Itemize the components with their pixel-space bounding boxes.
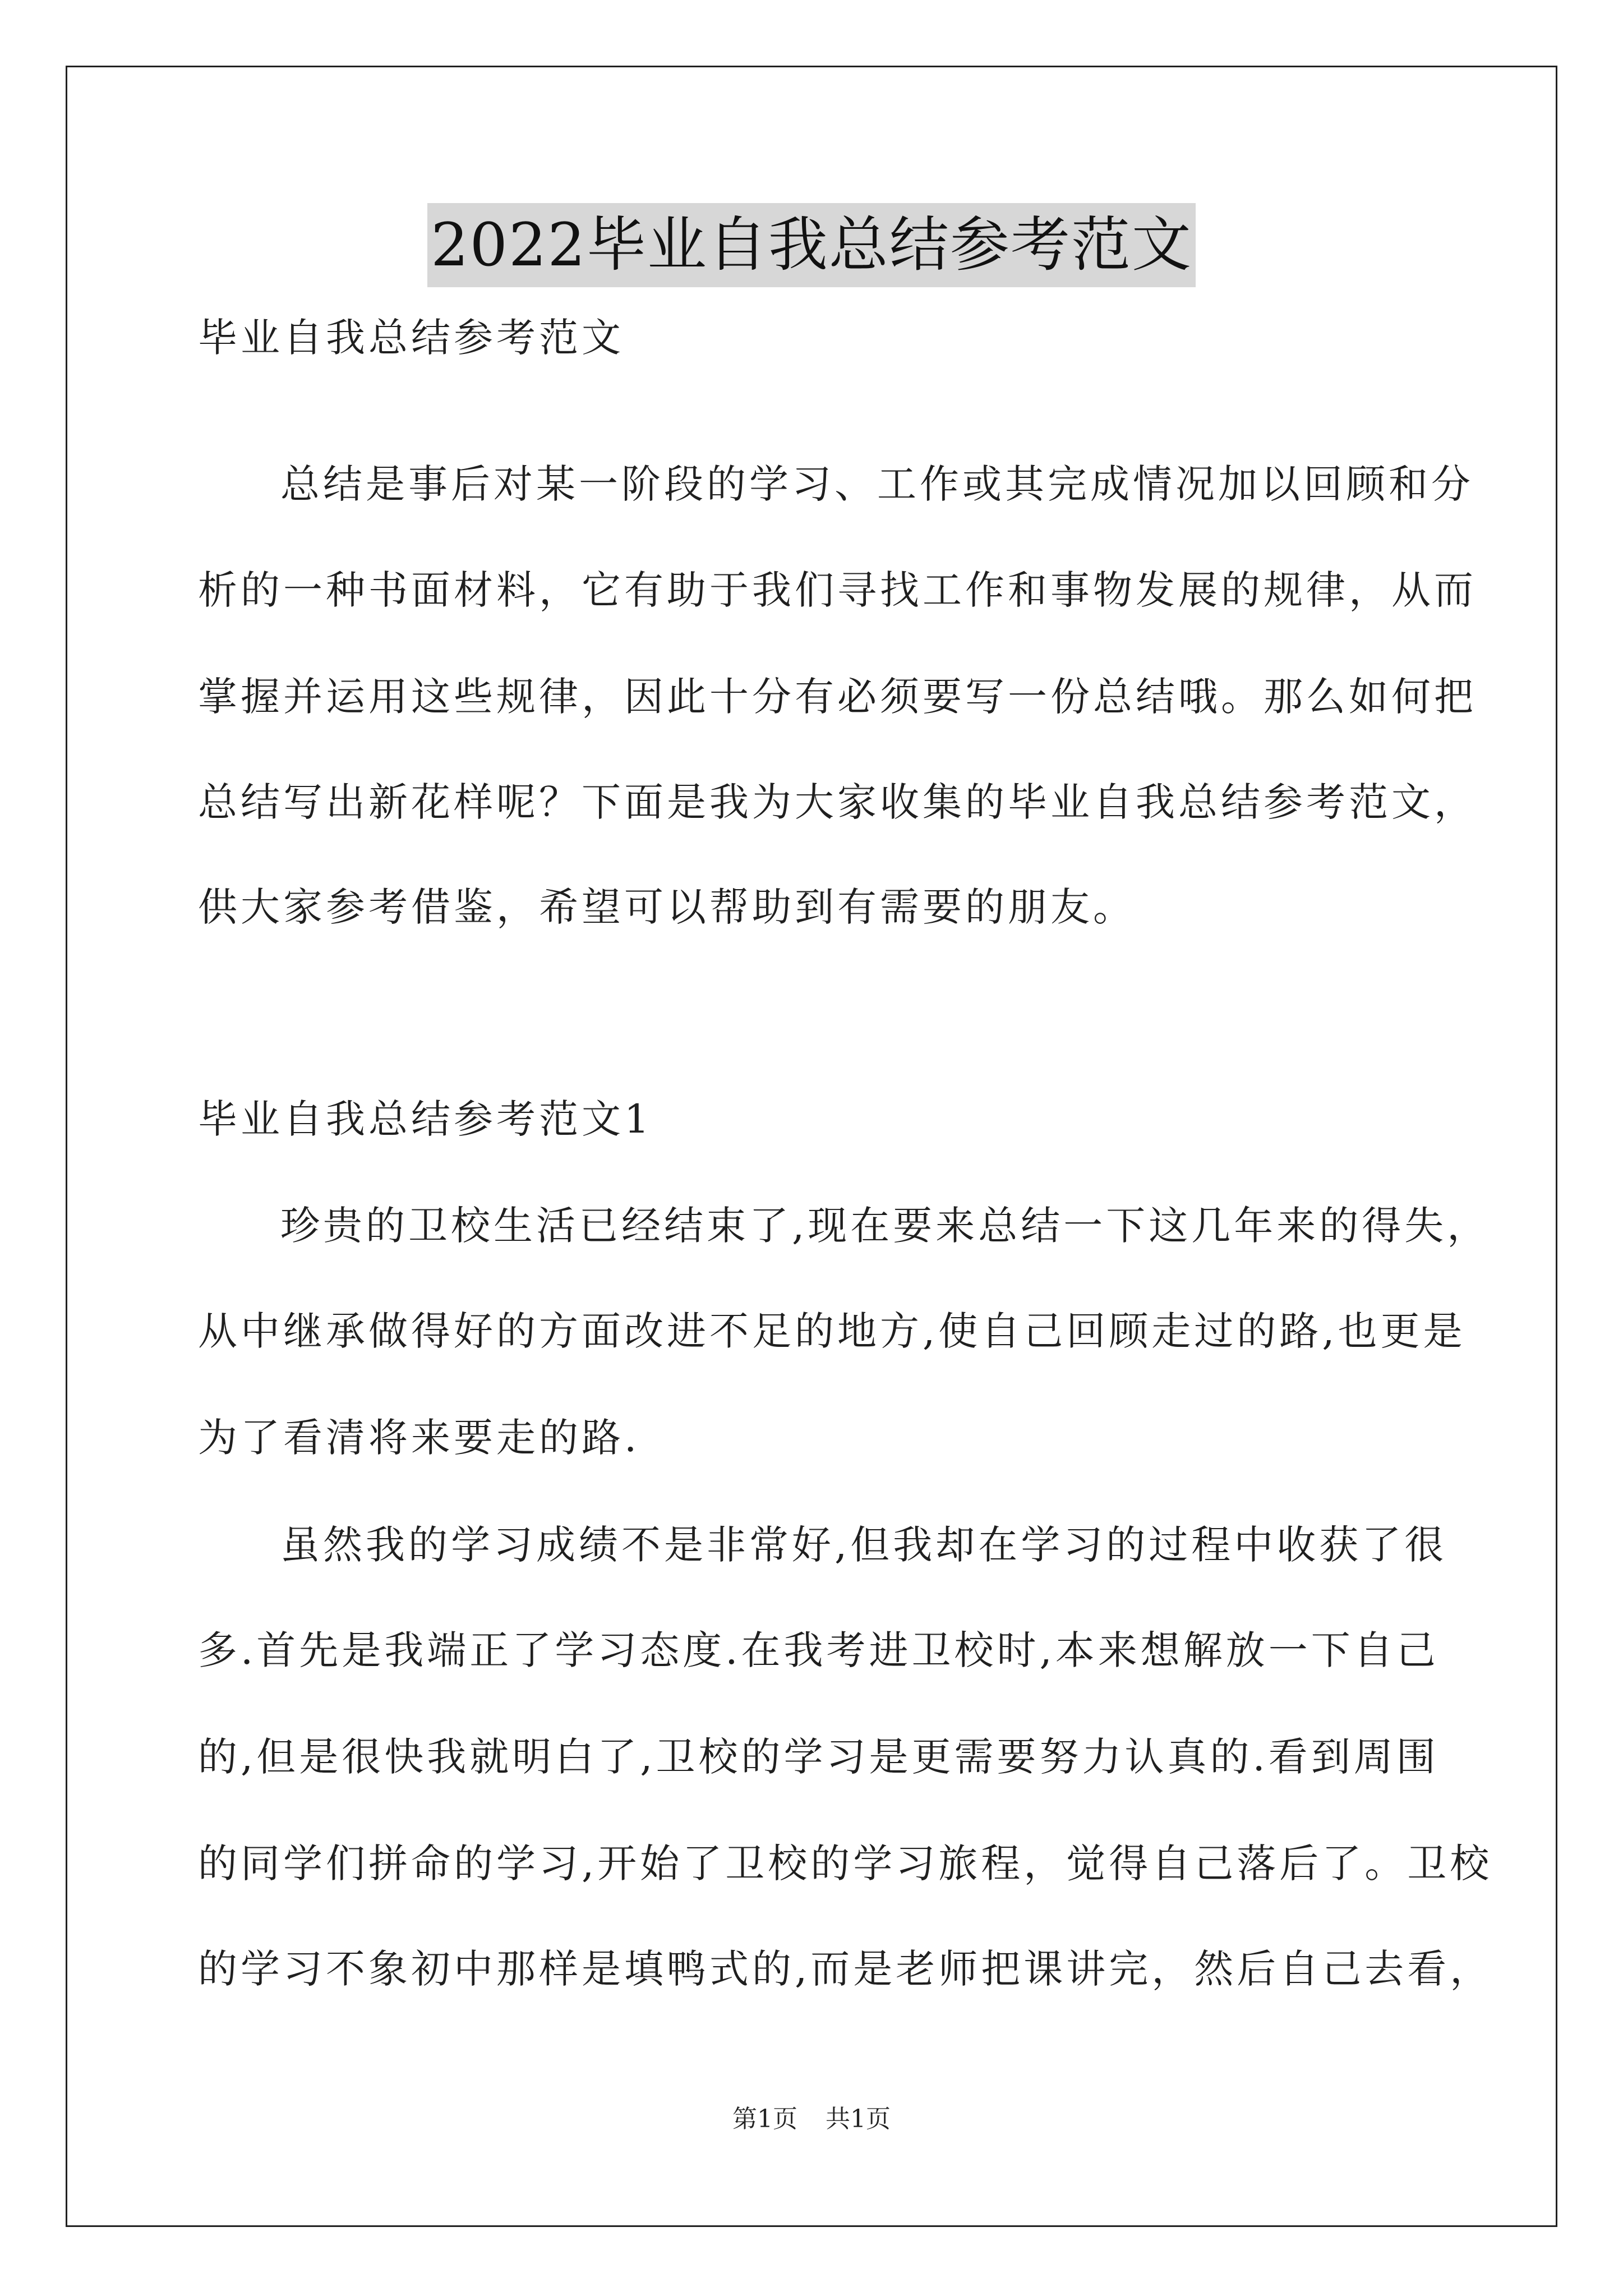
paragraph-line: 虽然我的学习成绩不是非常好,但我却在学习的过程中收获了很: [280, 1522, 1447, 1568]
section-heading: 毕业自我总结参考范文1: [198, 1096, 653, 1142]
intro-line: 掌握并运用这些规律，因此十分有必须要写一份总结哦。那么如何把: [198, 674, 1477, 720]
paragraph-line: 多.首先是我端正了学习态度.在我考进卫校时,本来想解放一下自己: [198, 1627, 1439, 1673]
intro-line: 析的一种书面材料，它有助于我们寻找工作和事物发展的规律，从而: [198, 567, 1477, 613]
page-total: 共1页: [826, 2105, 891, 2133]
paragraph-line: 珍贵的卫校生活已经结束了,现在要来总结一下这几年来的得失，: [280, 1203, 1490, 1249]
paragraph-line: 的,但是很快我就明白了,卫校的学习是更需要努力认真的.看到周围: [198, 1734, 1439, 1780]
page-number: 第1页: [732, 2105, 797, 2133]
document-title: 2022毕业自我总结参考范文: [427, 203, 1196, 287]
paragraph-line: 的学习不象初中那样是填鸭式的,而是老师把课讲完，然后自己去看，: [198, 1946, 1493, 1992]
title-container: [0, 203, 1623, 287]
intro-line: 总结是事后对某一阶段的学习、工作或其完成情况加以回顾和分: [280, 461, 1474, 507]
paragraph-line: 从中继承做得好的方面改进不足的地方,使自己回顾走过的路,也更是: [198, 1308, 1466, 1354]
intro-line: 供大家参考借鉴，希望可以帮助到有需要的朋友。: [198, 884, 1136, 930]
intro-line: 总结写出新花样呢？下面是我为大家收集的毕业自我总结参考范文，: [198, 779, 1477, 825]
section-heading: 毕业自我总结参考范文: [198, 315, 624, 361]
paragraph-line: 的同学们拼命的学习,开始了卫校的学习旅程，觉得自己落后了。卫校: [198, 1841, 1493, 1887]
page-footer: [0, 2102, 1623, 2136]
paragraph-line: 为了看清将来要走的路.: [198, 1415, 640, 1461]
